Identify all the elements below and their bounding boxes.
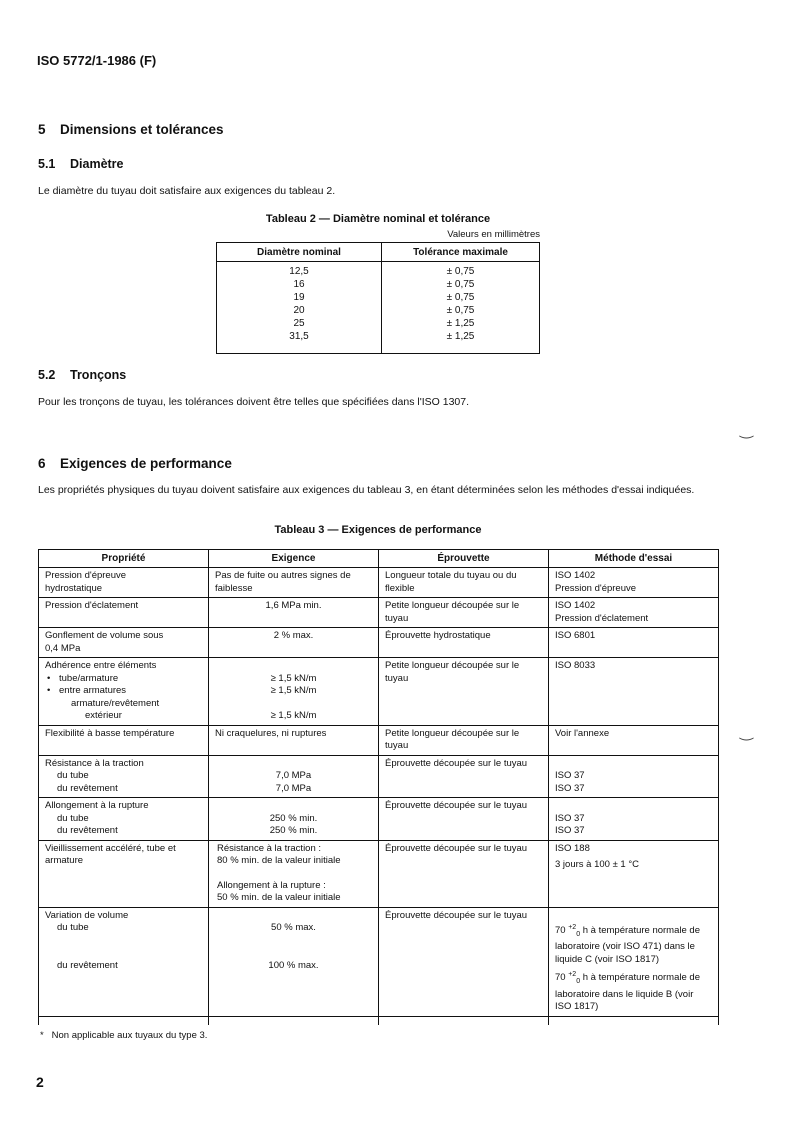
property-text: 0,4 MPa	[45, 642, 81, 654]
requirement-text: Allongement à la rupture :	[217, 879, 326, 891]
table-2-header: Tolérance maximale	[382, 243, 540, 262]
section-5-1-heading	[38, 157, 124, 171]
table-cell: Éprouvette hydrostatique	[379, 628, 549, 658]
table-cell	[39, 628, 209, 658]
table-3-header: Méthode d'essai	[549, 550, 719, 568]
property-text: hydrostatique	[45, 582, 103, 594]
table-row	[39, 755, 719, 798]
table-cell: Ni craquelures, ni ruptures	[209, 725, 379, 755]
table-cell: 2 % max.	[209, 628, 379, 658]
table-row	[217, 291, 540, 304]
table-cell	[39, 658, 209, 726]
table-cell	[39, 755, 209, 798]
table-row	[217, 330, 540, 343]
margin-mark-icon: ‿	[740, 422, 753, 439]
table-row	[39, 798, 719, 841]
table-cell	[549, 598, 719, 628]
table-cell	[39, 798, 209, 841]
table-row	[39, 568, 719, 598]
property-text: Résistance à la traction	[45, 757, 144, 769]
method-text: ISO 37	[555, 770, 585, 781]
requirement-text: 100 % max.	[268, 959, 319, 971]
requirement-text: 7,0 MPa	[275, 770, 312, 781]
table-cell	[209, 798, 379, 841]
table-cell: Voir l'annexe	[549, 725, 719, 755]
section-5-number: 5	[38, 122, 46, 137]
table-3	[38, 549, 719, 1025]
table-cell: 1,6 MPa min.	[209, 598, 379, 628]
method-text: Pression d'épreuve	[555, 582, 637, 594]
section-5-2-number: 5.2	[38, 368, 56, 382]
method-text: ISO 37	[555, 782, 585, 794]
property-text: armature/revêtement	[71, 697, 160, 709]
footnote	[40, 1030, 207, 1041]
property-text: du revêtement	[57, 959, 118, 971]
table-cell: Pas de fuite ou autres signes de faiblesse	[209, 568, 379, 598]
table-row	[39, 907, 719, 1016]
table-cell: ISO 8033	[549, 658, 719, 726]
table-cell	[39, 840, 209, 907]
table-row	[39, 725, 719, 755]
table-cell: Éprouvette découpée sur le tuyau	[379, 840, 549, 907]
table-row	[39, 598, 719, 628]
margin-mark-icon: ‿	[740, 724, 753, 741]
table-3-header: Propriété	[39, 550, 209, 568]
method-text: ISO 1402	[555, 600, 596, 611]
table-3-header: Éprouvette	[379, 550, 549, 568]
table-cell	[549, 798, 719, 841]
table-row	[39, 628, 719, 658]
table-cell	[209, 840, 379, 907]
table-3-header: Exigence	[209, 550, 379, 568]
section-6-text: Les propriétés physiques du tuyau doivent satisfaire aux exigences du tableau 3, en étant déterminées selon les méthodes d'essai indiquées.	[38, 484, 695, 496]
table-cell: 19	[217, 291, 382, 304]
table-row	[217, 304, 540, 317]
table-cell: Petite longueur découpée sur le tuyau	[379, 598, 549, 628]
section-6-title: Exigences de performance	[60, 456, 232, 471]
table-cell: 20	[217, 304, 382, 317]
property-text: extérieur	[85, 710, 122, 721]
footnote-mark: *	[40, 1030, 44, 1041]
table-cell	[39, 907, 209, 1016]
property-text: Adhérence entre éléments	[45, 660, 157, 671]
table-cell: 12,5	[217, 262, 382, 279]
table-cell: ± 0,75	[382, 291, 540, 304]
table-2-header: Diamètre nominal	[217, 243, 382, 262]
table-cell	[39, 568, 209, 598]
table-cell: 31,5	[217, 330, 382, 343]
requirement-text: ≥ 1,5 kN/m	[270, 710, 317, 721]
section-5-2-text: Pour les tronçons de tuyau, les tolérances doivent être telles que spécifiées dans l'ISO 1307.	[38, 396, 470, 408]
property-text: Variation de volume	[45, 909, 129, 921]
method-text: Pression d'éclatement	[555, 612, 649, 624]
table-cell	[549, 755, 719, 798]
table-3-caption: Tableau 3 — Exigences de performance	[274, 524, 482, 536]
method-text: ISO 1402	[555, 570, 596, 581]
page-number: 2	[36, 1074, 44, 1090]
table-cell	[549, 568, 719, 598]
section-5-1-number: 5.1	[38, 157, 56, 171]
table-cell: Pression d'éclatement	[39, 598, 209, 628]
table-cell: ± 0,75	[382, 304, 540, 317]
requirement-text: 7,0 MPa	[275, 782, 312, 794]
property-text: • entre armatures	[45, 685, 202, 698]
section-5-2-heading	[38, 368, 126, 382]
table-cell: ± 1,25	[382, 317, 540, 330]
table-cell: ± 1,25	[382, 330, 540, 343]
table-cell: Petite longueur découpée sur le tuyau	[379, 658, 549, 726]
table-row	[39, 658, 719, 726]
property-text: Allongement à la rupture	[45, 800, 149, 811]
requirement-text: ≥ 1,5 kN/m	[270, 685, 317, 696]
requirement-text: 250 % min.	[269, 825, 318, 836]
method-text: 70 $^{+2}_0$ h à température normale de laboratoire dans le liquide B (voir ISO 1817)	[555, 971, 700, 1013]
section-5-1-title: Diamètre	[70, 157, 124, 171]
section-6-heading	[38, 456, 232, 471]
table-row	[39, 840, 719, 907]
requirement-text: 50 % min. de la valeur initiale	[217, 892, 341, 903]
method-text: ISO 188	[555, 842, 590, 854]
table-cell	[209, 907, 379, 1016]
table-cell: Longueur totale du tuyau ou du flexible	[379, 568, 549, 598]
property-text: armature	[45, 855, 84, 866]
requirement-text: Résistance à la traction :	[217, 842, 322, 854]
footnote-text: Non applicable aux tuyaux du type 3.	[51, 1030, 208, 1041]
property-text: Gonflement de volume sous	[45, 630, 164, 641]
method-text: 70 $^{+2}_0$ h à température normale de laboratoire (voir ISO 471) dans le liquide C (voir ISO 1817)	[555, 923, 700, 965]
table-2	[216, 242, 540, 354]
section-5-1-text: Le diamètre du tuyau doit satisfaire aux exigences du tableau 2.	[38, 185, 336, 197]
method-text: 3 jours à 100 ± 1 °C	[555, 859, 640, 870]
table-cell: ISO 6801	[549, 628, 719, 658]
property-text: du revêtement	[57, 782, 118, 794]
table-cell	[209, 658, 379, 726]
table-cell	[549, 840, 719, 907]
table-cell: Flexibilité à basse température	[39, 725, 209, 755]
property-text: Pression d'épreuve	[45, 570, 127, 581]
requirement-text: ≥ 1,5 kN/m	[270, 672, 317, 684]
table-cell: 25	[217, 317, 382, 330]
table-cell: 16	[217, 278, 382, 291]
document-header: ISO 5772/1-1986 (F)	[37, 53, 157, 68]
section-5-2-title: Tronçons	[70, 368, 127, 382]
table-row	[217, 317, 540, 330]
table-cell: Éprouvette découpée sur le tuyau	[379, 798, 549, 841]
method-text: ISO 37	[555, 825, 585, 836]
property-text: Vieillissement accéléré, tube et	[45, 842, 176, 854]
table-cell: ± 0,75	[382, 278, 540, 291]
property-text: du tube	[57, 812, 89, 824]
table-row	[217, 278, 540, 291]
section-5-heading	[38, 122, 224, 137]
table-cell: Éprouvette découpée sur le tuyau	[379, 907, 549, 1016]
property-text: • tube/armature	[45, 673, 202, 686]
table-cell: ± 0,75	[382, 262, 540, 279]
table-cell	[549, 907, 719, 1016]
section-5-title: Dimensions et tolérances	[60, 122, 224, 137]
method-text: ISO 37	[555, 812, 585, 824]
table-cell: Éprouvette découpée sur le tuyau	[379, 755, 549, 798]
requirement-text: 80 % min. de la valeur initiale	[217, 855, 341, 866]
table-2-units: Valeurs en millimètres	[447, 229, 540, 240]
section-6-number: 6	[38, 456, 46, 471]
requirement-text: 50 % max.	[271, 922, 316, 933]
property-text: du tube	[57, 922, 89, 933]
table-cell	[209, 755, 379, 798]
table-row	[217, 343, 540, 354]
requirement-text: 250 % min.	[269, 812, 318, 824]
table-cell: Petite longueur découpée sur le tuyau	[379, 725, 549, 755]
table-row	[217, 262, 540, 279]
table-2-caption: Tableau 2 — Diamètre nominal et tolérance	[265, 213, 491, 225]
property-text: du revêtement	[57, 825, 118, 836]
property-text: du tube	[57, 770, 89, 781]
